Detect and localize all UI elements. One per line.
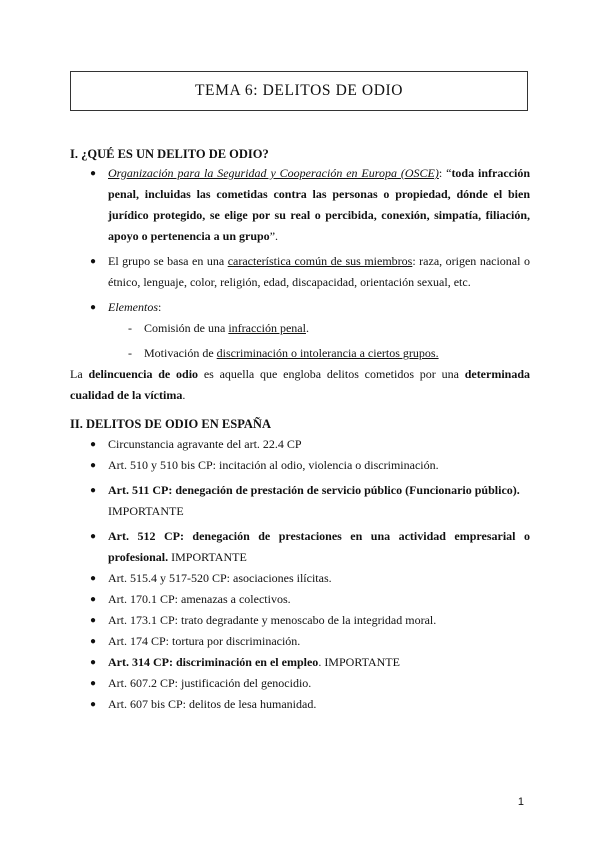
section-1-heading: I. ¿QUÉ ES UN DELITO DE ODIO? [70, 147, 269, 161]
bullet-icon: ● [90, 678, 97, 689]
sub-item-motivation [70, 343, 530, 364]
dash-icon: - [128, 321, 132, 335]
bullet-icon: ● [90, 615, 97, 626]
definition-paragraph [70, 364, 530, 406]
text: Comisión de una [144, 321, 229, 335]
text: : raza, origen nacional o étnico, lenguaje, color, religión, edad, discapacidad, orientación sexual, etc. [108, 254, 530, 289]
bullet-icon: ● [90, 485, 97, 496]
osce-quote: toda infracción penal, incluidas las cometidas contra las personas o propiedad, dónde el bien jurídico protegido, se elige por su real o percibida, conexión, simpatía, filiación, apoyo o pertenencia a un grupo [108, 166, 530, 243]
list-item-elements [70, 297, 530, 318]
list-item [70, 673, 530, 694]
underlined-text: característica común de sus miembros [227, 254, 413, 268]
sub-item-infraction [70, 318, 530, 339]
list-item [70, 568, 530, 589]
bold-text: Art. 314 CP: discriminación en el empleo [108, 655, 319, 669]
document-title-box [70, 71, 528, 111]
item-text: Art. 607 bis CP: delitos de lesa humanidad. [108, 697, 317, 711]
text: es aquella que engloba delitos cometidos por una [198, 367, 465, 381]
bullet-icon: ● [90, 531, 97, 542]
item-text: Art. 607.2 CP: justificación del genocidio. [108, 676, 312, 690]
text: IMPORTANTE [168, 550, 247, 564]
document-title: TEMA 6: DELITOS DE ODIO [194, 82, 404, 99]
item-text: Art. 174 CP: tortura por discriminación. [108, 634, 301, 648]
osce-name: Organización para la Seguridad y Cooperación en Europa (OSCE) [108, 166, 439, 180]
bullet-icon: ● [90, 460, 97, 471]
item-text: Art. 510 y 510 bis CP: incitación al odio, violencia o discriminación. [108, 458, 439, 472]
list-item [70, 526, 530, 568]
text: El grupo se basa en una [108, 254, 228, 268]
bullet-icon: ● [90, 256, 97, 267]
bullet-icon: ● [90, 302, 97, 313]
list-item [70, 610, 530, 631]
underlined-text: infracción penal [228, 321, 306, 335]
list-item-osce-definition [70, 163, 530, 247]
text: La [70, 367, 89, 381]
elements-label: Elementos [108, 300, 158, 314]
bold-text: determinada cualidad de la víctima [70, 367, 531, 402]
list-item [70, 480, 530, 522]
bullet-icon: ● [90, 594, 97, 605]
page-number: 1 [517, 796, 524, 808]
list-item [70, 694, 530, 715]
text: . [182, 388, 186, 402]
bullet-icon: ● [90, 439, 97, 450]
colon-text: : “ [438, 166, 452, 180]
list-item [70, 631, 530, 652]
bold-text: delincuencia de odio [88, 367, 199, 381]
section-2-content [70, 434, 530, 715]
item-text: Circunstancia agravante del art. 22.4 CP [108, 437, 302, 451]
bullet-icon: ● [90, 636, 97, 647]
list-item [70, 652, 530, 673]
text: Motivación de [144, 346, 217, 360]
bullet-icon: ● [90, 657, 97, 668]
text: . IMPORTANTE [318, 655, 400, 669]
list-item-group-basis [70, 251, 530, 293]
colon-text: : [158, 300, 162, 314]
list-item [70, 455, 530, 476]
bullet-icon: ● [90, 168, 97, 179]
item-text: Art. 170.1 CP: amenazas a colectivos. [108, 592, 291, 606]
underlined-text: discriminación o intolerancia a ciertos grupos. [216, 346, 439, 360]
item-text: Art. 173.1 CP: trato degradante y menoscabo de la integridad moral. [108, 613, 437, 627]
list-item [70, 589, 530, 610]
list-item [70, 434, 530, 455]
dash-icon: - [128, 346, 132, 360]
bullet-icon: ● [90, 573, 97, 584]
text: . [305, 321, 309, 335]
item-text: Art. 515.4 y 517-520 CP: asociaciones ilícitas. [108, 571, 332, 585]
bullet-icon: ● [90, 699, 97, 710]
bold-text: Art. 512 CP: denegación de prestaciones en una actividad empresarial o profesional. [108, 529, 530, 564]
text: IMPORTANTE [108, 504, 184, 518]
quote-end: ”. [269, 229, 279, 243]
section-1-content [70, 163, 530, 406]
bold-text: Art. 511 CP: denegación de prestación de servicio público (Funcionario público). [108, 483, 520, 497]
section-2-heading: II. DELITOS DE ODIO EN ESPAÑA [70, 417, 271, 431]
